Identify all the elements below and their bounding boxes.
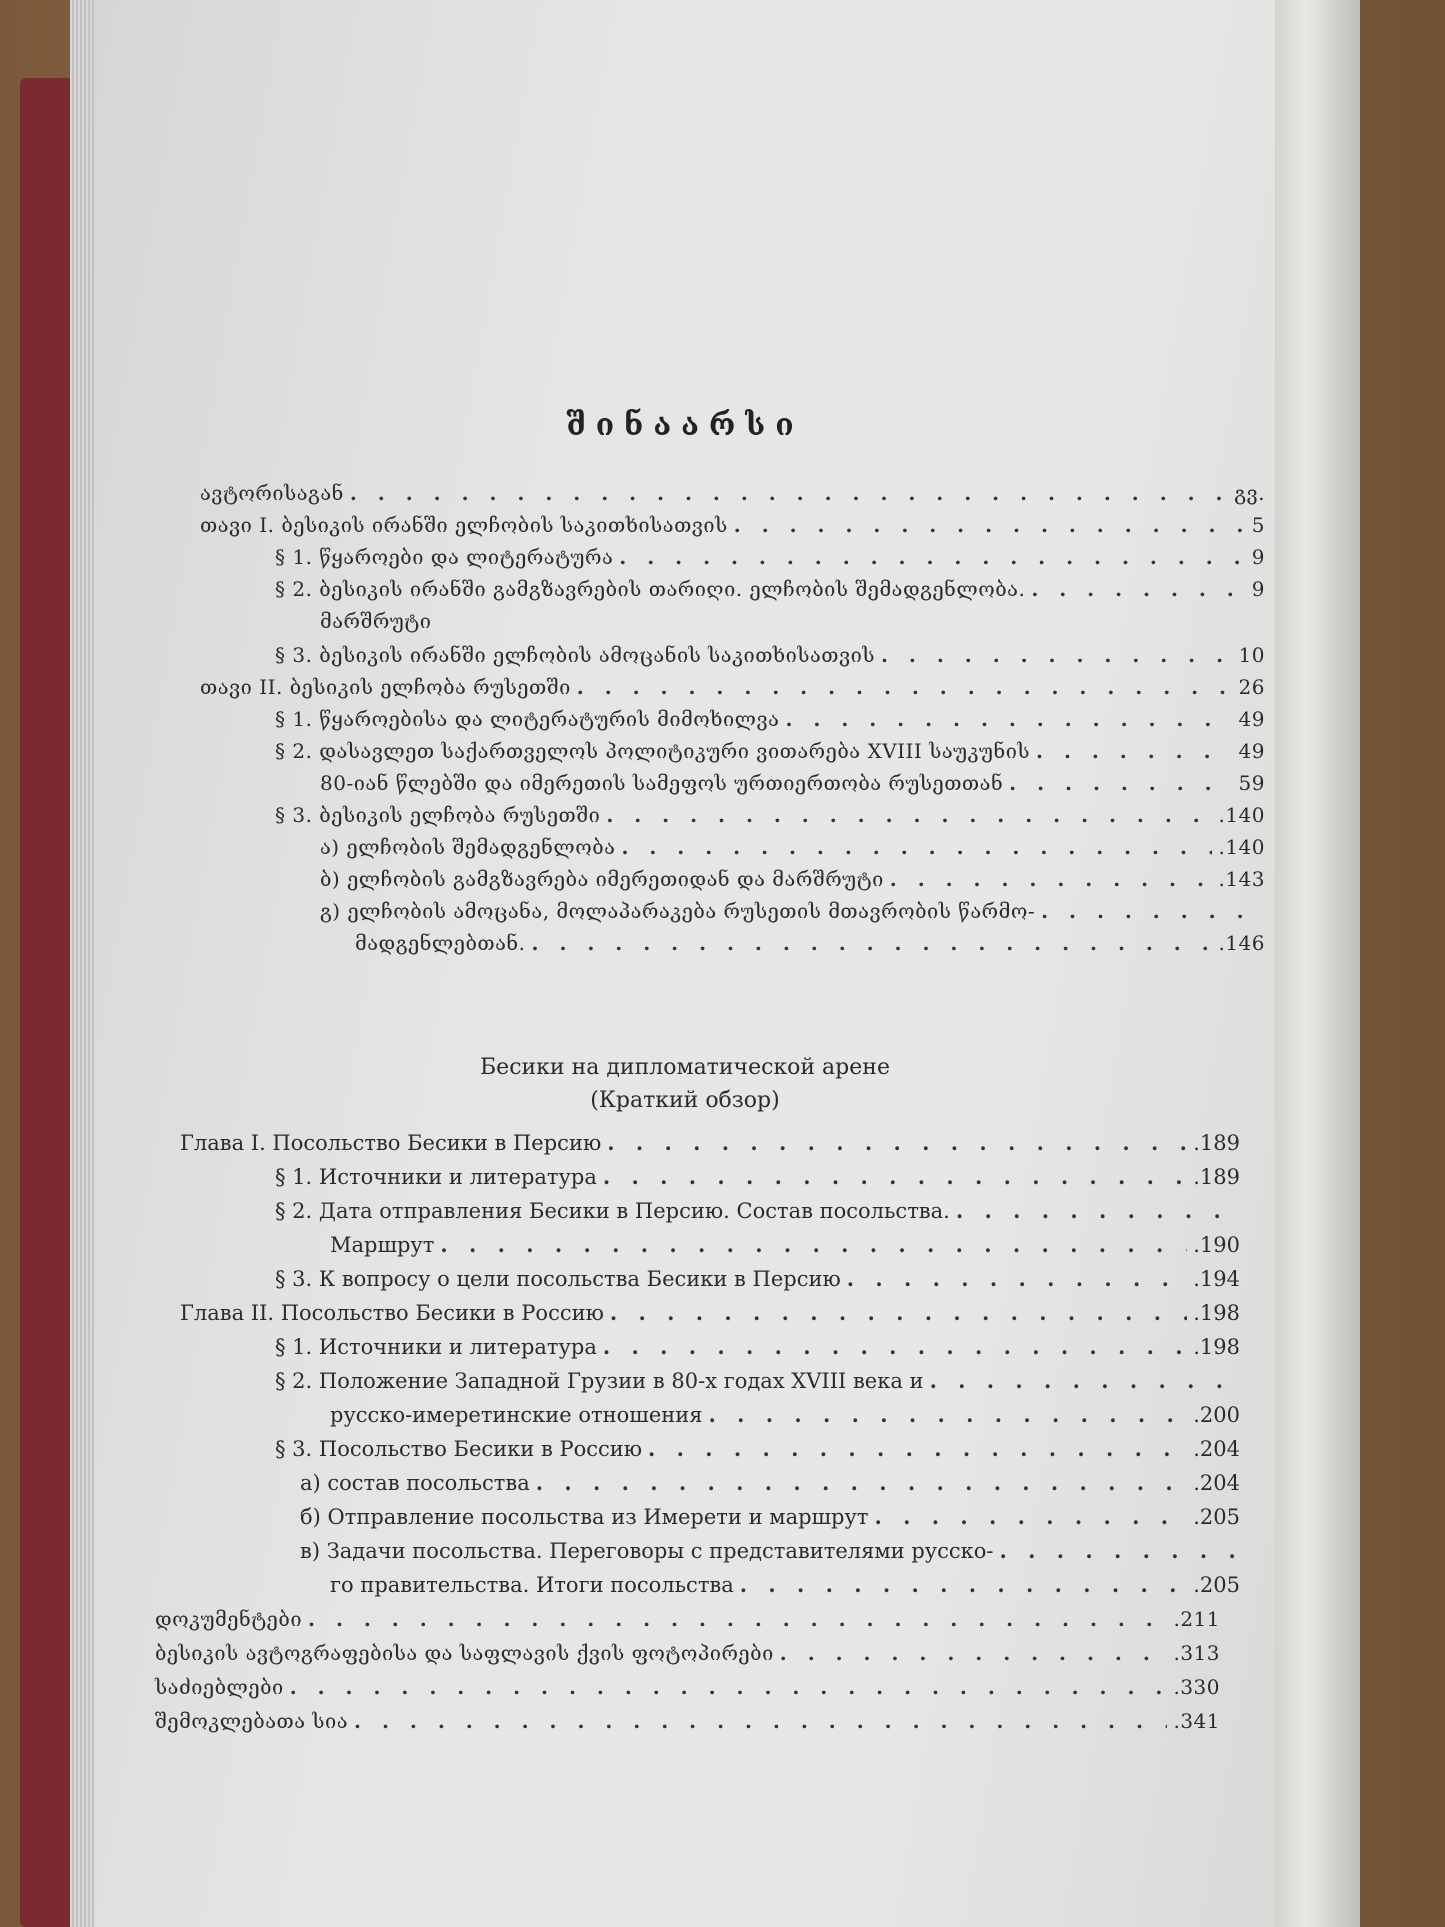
toc-entry <box>320 770 1265 796</box>
contents-title: შინაარსი <box>566 408 804 443</box>
leader-dots <box>610 1300 1187 1326</box>
toc-entry <box>275 1266 1240 1292</box>
leader-dots <box>621 834 1212 860</box>
toc-entry-page: .189 <box>1193 1131 1240 1155</box>
toc-entry-page: .190 <box>1193 1233 1240 1257</box>
toc-entry-label: ავტორისაგან <box>200 481 344 505</box>
toc-entry <box>155 1674 1220 1700</box>
leader-dots <box>847 1266 1187 1292</box>
toc-entry-label: თავი I. ბესიკის ირანში ელჩობის საკითხისათვის <box>200 513 728 537</box>
toc-entry-label: გ) ელჩობის ამოცანა, მოლაპარაკება რუსეთის მთავრობის წარმო- <box>320 899 1036 923</box>
toc-entry-label: § 3. ბესიკის ირანში ელჩობის ამოცანის საკითხისათვის <box>275 643 875 667</box>
toc-entry-label: Глава II. Посольство Бесики в Россию <box>180 1301 604 1325</box>
toc-entry <box>275 1436 1240 1462</box>
toc-entry-page: .189 <box>1193 1165 1240 1189</box>
leader-dots <box>619 544 1245 570</box>
toc-entry-label: Маршрут <box>330 1233 435 1257</box>
toc-entry <box>355 930 1265 956</box>
toc-entry <box>200 674 1265 700</box>
leader-dots <box>603 1334 1187 1360</box>
book-page <box>95 0 1275 1927</box>
toc-entry-page: 5 <box>1251 513 1265 537</box>
toc-entry-label: б) Отправление посольства из Имерети и маршрут <box>300 1505 869 1529</box>
toc-entry <box>330 1232 1240 1258</box>
toc-entry <box>180 1300 1240 1326</box>
toc-entry <box>275 1334 1240 1360</box>
toc-entry-page: 49 <box>1238 739 1265 763</box>
toc-entry-label: а) состав посольства <box>300 1471 530 1495</box>
leader-dots <box>603 1164 1187 1190</box>
toc-entry-label: § 1. წყაროებისა და ლიტერატურის მიმოხილვა <box>275 707 780 731</box>
leader-dots <box>740 1572 1187 1598</box>
toc-entry-page: .204 <box>1193 1437 1240 1461</box>
ru-section-subheading: (Краткий обзор) <box>590 1088 780 1113</box>
toc-entry <box>275 706 1265 732</box>
toc-entry-label: § 2. Положение Западной Грузии в 80-х годах XVIII века и <box>275 1369 924 1393</box>
right-page-edge <box>1270 0 1360 1927</box>
toc-entry-label: შემოკლებათა სია <box>155 1709 349 1733</box>
leader-dots <box>606 802 1212 828</box>
toc-entry-page: .341 <box>1173 1709 1220 1733</box>
toc-entry <box>300 1538 1240 1564</box>
toc-entry <box>200 480 1265 506</box>
toc-entry-label: თავი II. ბესიკის ელჩობა რუსეთში <box>200 675 571 699</box>
toc-entry-label: русско-имеретинские отношения <box>330 1403 703 1427</box>
leader-dots <box>930 1368 1234 1394</box>
leader-dots <box>536 1470 1188 1496</box>
toc-entry-page: .200 <box>1193 1403 1240 1427</box>
leader-dots <box>354 1708 1167 1734</box>
toc-entry <box>275 642 1265 668</box>
toc-entry-label: § 2. Дата отправления Бесики в Персию. Состав посольства. <box>275 1199 950 1223</box>
leader-dots <box>780 1640 1168 1666</box>
leader-dots <box>1000 1538 1234 1564</box>
toc-entry-page: .204 <box>1193 1471 1240 1495</box>
toc-entry-page: .205 <box>1193 1505 1240 1529</box>
toc-entry <box>275 544 1265 570</box>
leader-dots <box>709 1402 1188 1428</box>
toc-entry <box>300 1470 1240 1496</box>
toc-entry-label: საძიებლები <box>155 1675 284 1699</box>
leader-dots <box>648 1436 1187 1462</box>
toc-entry-label: § 1. წყაროები და ლიტერატურა <box>275 545 614 569</box>
leader-dots <box>350 480 1228 506</box>
leader-dots <box>1031 576 1245 602</box>
leader-dots <box>890 866 1213 892</box>
toc-entry <box>275 1368 1240 1394</box>
toc-entry <box>330 1402 1240 1428</box>
leader-dots <box>308 1606 1167 1632</box>
toc-entry-page: 26 <box>1238 675 1265 699</box>
toc-entry-page: 59 <box>1238 771 1265 795</box>
toc-entry-page: .313 <box>1173 1641 1220 1665</box>
toc-entry-page: .211 <box>1173 1607 1220 1631</box>
toc-entry <box>180 1130 1240 1156</box>
toc-entry-label: го правительства. Итоги посольства <box>330 1573 734 1597</box>
leader-dots <box>1041 898 1259 924</box>
toc-entry-label: § 3. К вопросу о цели посольства Бесики в Персию <box>275 1267 841 1291</box>
toc-entry <box>155 1708 1220 1734</box>
toc-entry <box>275 738 1265 764</box>
leader-dots <box>734 512 1246 538</box>
leader-dots <box>607 1130 1187 1156</box>
toc-entry-label: в) Задачи посольства. Переговоры с представителями русско- <box>300 1539 994 1563</box>
toc-entry <box>200 512 1265 538</box>
toc-entry-page: .198 <box>1193 1335 1240 1359</box>
toc-entry-continuation: მარშრუტი <box>320 609 432 633</box>
toc-entry-page: 10 <box>1238 643 1265 667</box>
toc-entry <box>330 1572 1240 1598</box>
toc-entry-page: .330 <box>1173 1675 1220 1699</box>
toc-entry-label: § 3. ბესიკის ელჩობა რუსეთში <box>275 803 601 827</box>
toc-entry-page: 9 <box>1251 577 1265 601</box>
toc-entry-label: დოკუმენტები <box>155 1607 303 1631</box>
toc-entry-label: ბ) ელჩობის გამგზავრება იმერეთიდან და მარშრუტი <box>320 867 884 891</box>
toc-entry <box>275 1198 1240 1224</box>
toc-entry <box>275 1164 1240 1190</box>
toc-entry-page: .194 <box>1193 1267 1240 1291</box>
toc-entry-page: 49 <box>1238 707 1265 731</box>
toc-entry-label: ა) ელჩობის შემადგენლობა <box>320 835 616 859</box>
toc-entry-page: .205 <box>1193 1573 1240 1597</box>
leader-dots <box>956 1198 1234 1224</box>
toc-entry <box>300 1504 1240 1530</box>
toc-entry <box>155 1640 1220 1666</box>
leader-dots <box>1036 738 1233 764</box>
toc-entry-page: გვ. <box>1234 481 1265 505</box>
toc-entry <box>155 1606 1220 1632</box>
toc-entry-label: Глава I. Посольство Бесики в Персию <box>180 1131 602 1155</box>
toc-entry-label: § 3. Посольство Бесики в Россию <box>275 1437 643 1461</box>
toc-entry <box>275 802 1265 828</box>
toc-entry-label: § 1. Источники и литература <box>275 1335 597 1359</box>
leader-dots <box>577 674 1233 700</box>
leader-dots <box>1009 770 1232 796</box>
toc-entry-label: ბესიკის ავტოგრაფებისა და საფლავის ქვის ფოტოპირები <box>155 1641 774 1665</box>
toc-entry-label: § 2. დასავლეთ საქართველოს პოლიტიკური ვითარება XVIII საუკუნის <box>275 739 1031 763</box>
leader-dots <box>532 930 1213 956</box>
leader-dots <box>290 1674 1168 1700</box>
toc-entry-label: მადგენლებთან. <box>355 931 526 955</box>
toc-entry-page: .198 <box>1193 1301 1240 1325</box>
leader-dots <box>874 1504 1187 1530</box>
leader-dots <box>785 706 1232 732</box>
toc-entry-page: .140 <box>1218 835 1265 859</box>
ru-section-heading: Бесики на дипломатической арене <box>480 1055 890 1080</box>
toc-entry-page: .146 <box>1218 931 1265 955</box>
toc-entry-label: 80-იან წლებში და იმერეთის სამეფოს ურთიერთობა რუსეთთან <box>320 771 1004 795</box>
toc-entry-page: 9 <box>1251 545 1265 569</box>
toc-entry-page: .140 <box>1218 803 1265 827</box>
leader-dots <box>440 1232 1187 1258</box>
toc-entry <box>275 576 1265 602</box>
toc-entry <box>320 898 1265 924</box>
toc-entry <box>320 834 1265 860</box>
toc-entry-page: .143 <box>1218 867 1265 891</box>
toc-entry <box>320 866 1265 892</box>
leader-dots <box>881 642 1233 668</box>
toc-entry-label: § 2. ბესიკის ირანში გამგზავრების თარიღი. ელჩობის შემადგენლობა. <box>275 577 1026 601</box>
toc-entry-label: § 1. Источники и литература <box>275 1165 597 1189</box>
